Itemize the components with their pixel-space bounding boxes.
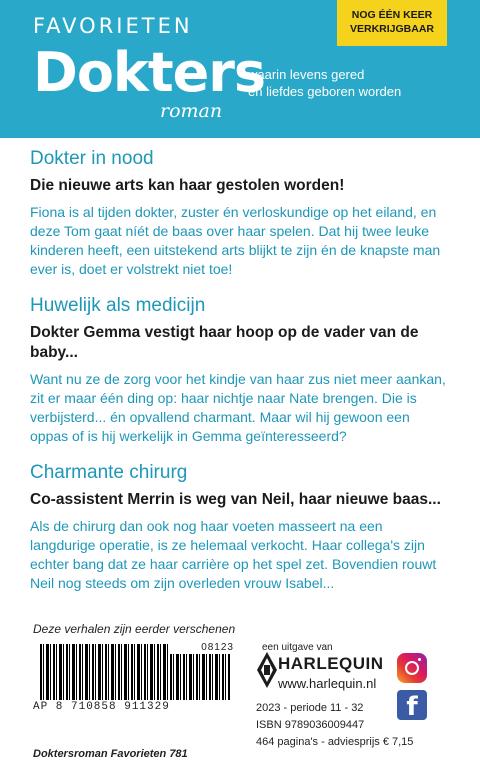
- story-item: [30, 295, 450, 446]
- tagline-line-2: en liefdes geboren worden: [248, 84, 402, 99]
- story-body: Als de chirurg dan ook nog haar voeten masseert na een langdurige operatie, is ze helemaal verkocht. Haar collega's zijn echter bang dat ze haar carrière op het spel zet. Bovendien rouwt Neil nog steeds om zijn overleden vrouw Isabel...: [30, 518, 437, 591]
- logo-subtitle: roman: [160, 100, 223, 122]
- availability-badge: [337, 0, 447, 46]
- story-lead: Dokter Gemma vestigt haar hoop op de vader van de baby...: [30, 324, 419, 361]
- barcode-number: AP 8 710858 911329: [33, 701, 170, 713]
- instagram-dot: [418, 658, 421, 661]
- series-label: FAVORIETEN: [33, 14, 193, 38]
- badge-line-1: NOG ÉÉN KEER: [351, 9, 433, 21]
- period-text: 2023 - periode 11 - 32: [256, 702, 364, 714]
- story-title: Huwelijk als medicijn: [30, 295, 206, 316]
- badge-line-2: VERKRIJGBAAR: [349, 23, 434, 35]
- publisher-label: een uitgave van: [262, 642, 333, 653]
- story-lead: Co-assistent Merrin is weg van Neil, haar nieuwe baas...: [30, 491, 441, 508]
- tagline-line-1: waarin levens gered: [248, 67, 365, 82]
- story-lead: Die nieuwe arts kan haar gestolen worden!: [30, 177, 345, 194]
- barcode-addon-code: 08123: [170, 642, 234, 654]
- tagline: [248, 66, 448, 100]
- publisher-url[interactable]: www.harlequin.nl: [278, 676, 377, 691]
- pages-price-text: 464 pagina's - adviesprijs € 7,15: [256, 736, 414, 748]
- story-title: Charmante chirurg: [30, 462, 188, 483]
- story-item: [30, 148, 450, 279]
- instagram-icon[interactable]: [397, 653, 427, 683]
- previously-published-note: Deze verhalen zijn eerder verschenen: [33, 622, 236, 636]
- series-code: Doktersroman Favorieten 781: [33, 748, 188, 760]
- publication-info: [256, 700, 413, 751]
- publisher-name: HARLEQUIN: [278, 654, 384, 673]
- isbn-text: ISBN 9789036009447: [256, 719, 365, 731]
- instagram-ring: [405, 661, 419, 675]
- facebook-icon[interactable]: f: [397, 690, 427, 720]
- logo-title: Dokters: [33, 41, 266, 104]
- story-title: Dokter in nood: [30, 148, 154, 169]
- harlequin-logo-icon: [256, 650, 278, 690]
- story-list: [30, 148, 450, 609]
- story-body: Fiona is al tijden dokter, zuster én verloskundige op het eiland, en deze Tom gaat níét de baas over haar spelen. Dat hij twee leuke kinderen heeft, een uitstekend arts blijkt te zijn én de knapste man ever is, doet er volstrekt niet toe!: [30, 204, 441, 277]
- header-band: [0, 0, 480, 138]
- story-body: Want nu ze de zorg voor het kindje van haar zus niet meer aankan, zit er maar één ding op: haar nichtje naar Nate brengen. Die is verbijsterd... én opvallend charmant. Maar wil hij gewoon een oppas of is hij werkelijk in Gemma geïnteresseerd?: [30, 371, 446, 444]
- story-item: [30, 462, 450, 593]
